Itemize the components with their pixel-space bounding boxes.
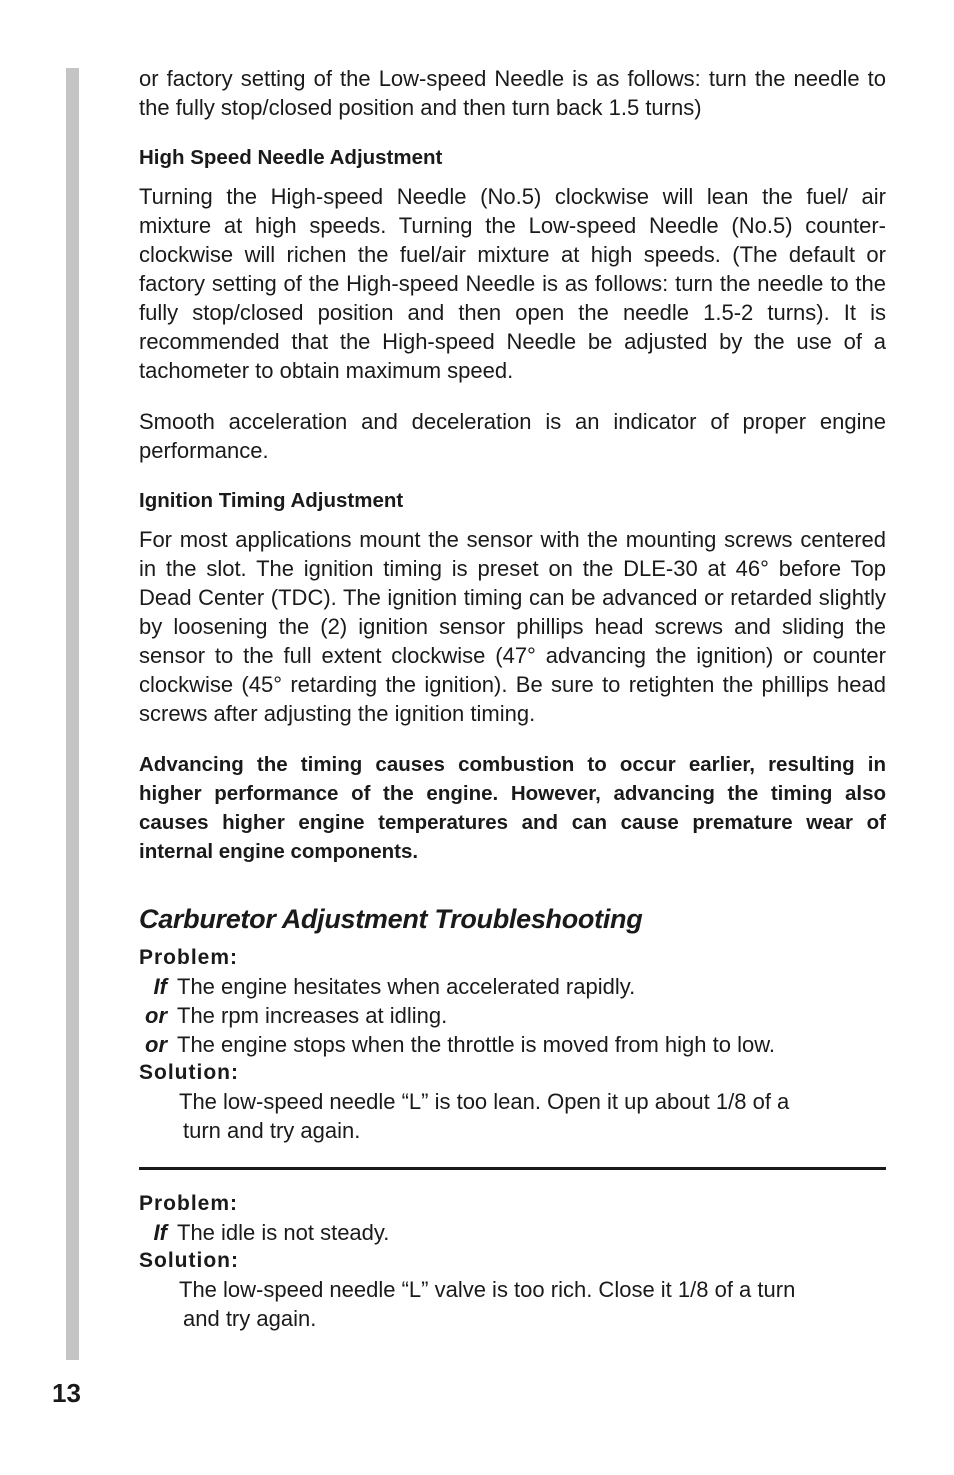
page-content: [139, 64, 886, 1333]
troubleshooting-title: Carburetor Adjustment Troubleshooting: [139, 904, 643, 934]
solution-label: Solution:: [139, 1061, 239, 1084]
condition-text: The engine stops when the throttle is moved from high to low.: [177, 1032, 775, 1057]
smooth-paragraph: Smooth acceleration and deceleration is an indicator of proper engine performance.: [139, 409, 886, 463]
problem-label: Problem:: [139, 1192, 239, 1215]
solution-line: The low-speed needle “L” valve is too rich. Close it 1/8 of a turn: [179, 1277, 796, 1302]
condition-row: [139, 1001, 886, 1030]
solution-line: turn and try again.: [183, 1118, 361, 1143]
solution-line: and try again.: [183, 1306, 317, 1331]
condition-row: [139, 1218, 886, 1247]
advancing-note: Advancing the timing causes combustion to occur earlier, resulting in higher performance of the engine. However, advancing the timing also causes higher engine temperatures and can cause premature wear of internal engine components.: [139, 753, 886, 863]
condition-row: [139, 1030, 886, 1059]
condition-text: The rpm increases at idling.: [177, 1003, 448, 1028]
ignition-body: For most applications mount the sensor with the mounting screws centered in the slot. The ignition timing is preset on the DLE-30 at 46° before Top Dead Center (TDC). The ignition timing can be advanced or retarded slightly by loosening the (2) ignition sensor phillips head screws and sliding the sensor to the full extent clockwise (47° advancing the ignition) or counter clockwise (45° retarding the ignition). Be sure to retighten the phillips head screws after adjusting the ignition timing.: [139, 527, 886, 726]
troubleshooting-block-1: [139, 944, 886, 1145]
condition-keyword: If: [153, 974, 167, 999]
condition-row: [139, 972, 886, 1001]
condition-keyword: If: [153, 1220, 167, 1245]
condition-keyword: or: [145, 1032, 167, 1057]
low-speed-continuation: or factory setting of the Low-speed Needle is as follows: turn the needle to the fully stop/closed position and then turn back 1.5 turns): [139, 66, 886, 120]
condition-text: The engine hesitates when accelerated rapidly.: [177, 974, 636, 999]
high-speed-body: Turning the High-speed Needle (No.5) clockwise will lean the fuel/ air mixture at high speeds. Turning the Low-speed Needle (No.5) counter-clockwise will richen the fuel/air mixture at high speeds. (The default or factory setting of the High-speed Needle is as follows: turn the needle to the fully stop/closed position and then open the needle 1.5-2 turns). It is recommended that the High-speed Needle be adjusted by the use of a tachometer to obtain maximum speed.: [139, 184, 886, 383]
troubleshooting-block-2: [139, 1190, 886, 1333]
solution-text: [139, 1275, 886, 1333]
high-speed-heading: High Speed Needle Adjustment: [139, 146, 443, 169]
problem-label: Problem:: [139, 946, 239, 969]
margin-bar: [66, 68, 79, 1360]
ignition-heading: Ignition Timing Adjustment: [139, 489, 404, 512]
condition-keyword: or: [145, 1003, 167, 1028]
condition-text: The idle is not steady.: [177, 1220, 390, 1245]
solution-line: The low-speed needle “L” is too lean. Open it up about 1/8 of a: [179, 1089, 790, 1114]
solution-text: [139, 1087, 886, 1145]
page-number: 13: [52, 1378, 81, 1408]
solution-label: Solution:: [139, 1249, 239, 1272]
